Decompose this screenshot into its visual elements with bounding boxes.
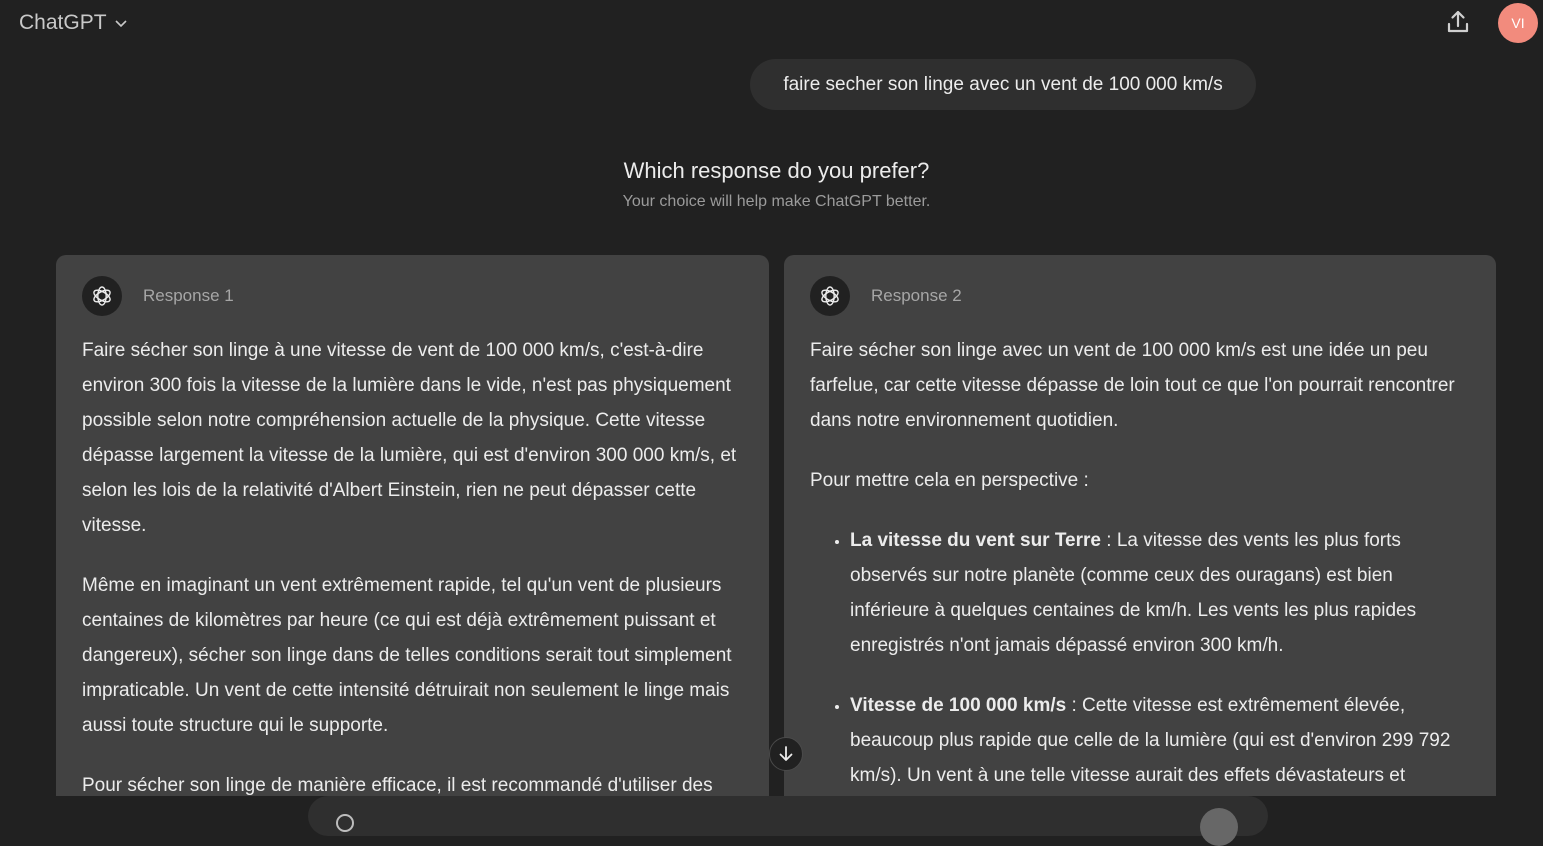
scroll-to-bottom-button[interactable] [769, 737, 803, 771]
response-paragraph: Pour mettre cela en perspective : [810, 470, 1089, 491]
list-item [850, 688, 1470, 793]
chevron-down-icon [113, 15, 129, 31]
user-message-text: faire secher son linge avec un vent de 100 000 km/s [783, 73, 1223, 95]
response-label: Response 2 [871, 286, 962, 305]
model-switcher[interactable] [19, 11, 129, 35]
response-paragraph: Faire sécher son linge avec un vent de 100 000 km/s est une idée un peu farfelue, car cette vitesse dépasse de loin tout ce que l'on pourrait rencontrer dans notre environnement quotidien. [810, 340, 1455, 431]
comparison-subtitle: Your choice will help make ChatGPT better. [622, 193, 931, 210]
response-paragraph: Faire sécher son linge à une vitesse de vent de 100 000 km/s, c'est-à-dire environ 300 fois la vitesse de la lumière dans le vide, n'est pas physiquement possible selon notre compréhension actuelle de la physique. Cette vitesse dépasse largement la vitesse de la lumière, qui est d'environ 300 000 km/s, et selon les lois de la relativité d'Albert Einstein, rien ne peut dépasser cette vitesse. [82, 340, 737, 536]
user-message-bubble [750, 59, 1256, 110]
list-item [850, 523, 1470, 663]
list-item-title: Vitesse de 100 000 km/s [850, 695, 1067, 716]
app-title: ChatGPT [19, 11, 107, 34]
response-label: Response 1 [143, 286, 234, 305]
share-icon[interactable] [1444, 8, 1472, 36]
response-body [82, 333, 743, 815]
response-list [810, 523, 1470, 793]
comparison-title: Which response do you prefer? [623, 158, 930, 183]
list-item-text: : Cette vitesse est extrêmement élevée, beaucoup plus rapide que celle de la lumière (qui est d'environ 299 792 km/s). Un vent à une telle vitesse aurait des effets dévastateurs et [850, 695, 1451, 786]
response-card-2[interactable] [784, 255, 1496, 815]
avatar[interactable] [1498, 3, 1538, 43]
response-paragraph: Même en imaginant un vent extrêmement rapide, tel qu'un vent de plusieurs centaines de kilomètres par heure (ce qui est déjà extrêmement puissant et dangereux), sécher son linge dans de telles conditions serait tout simplement impraticable. Un vent de cette intensité détruirait non seulement le linge mais aussi toute structure qui le supporte. [82, 575, 732, 736]
top-bar [0, 0, 1543, 52]
message-composer[interactable] [308, 796, 1268, 836]
list-item-text: : La vitesse des vents les plus forts observés sur notre planète (comme ceux des ouragans) est bien inférieure à quelques centaines de km/h. Les vents les plus rapides enregistrés n'ont jamais dépassé environ 300 km/h. [850, 530, 1417, 656]
avatar-initials: VI [1511, 15, 1525, 31]
response-body [810, 333, 1470, 815]
arrow-down-icon [777, 745, 795, 763]
attach-icon[interactable] [336, 814, 354, 832]
send-button[interactable] [1200, 808, 1238, 846]
response-paragraph: Pour sécher son linge de manière efficace, il est recommandé d'utiliser des [82, 775, 713, 796]
openai-logo-icon [82, 276, 122, 316]
openai-logo-icon [810, 276, 850, 316]
list-item-title: La vitesse du vent sur Terre [850, 530, 1101, 551]
response-card-1[interactable] [56, 255, 769, 815]
